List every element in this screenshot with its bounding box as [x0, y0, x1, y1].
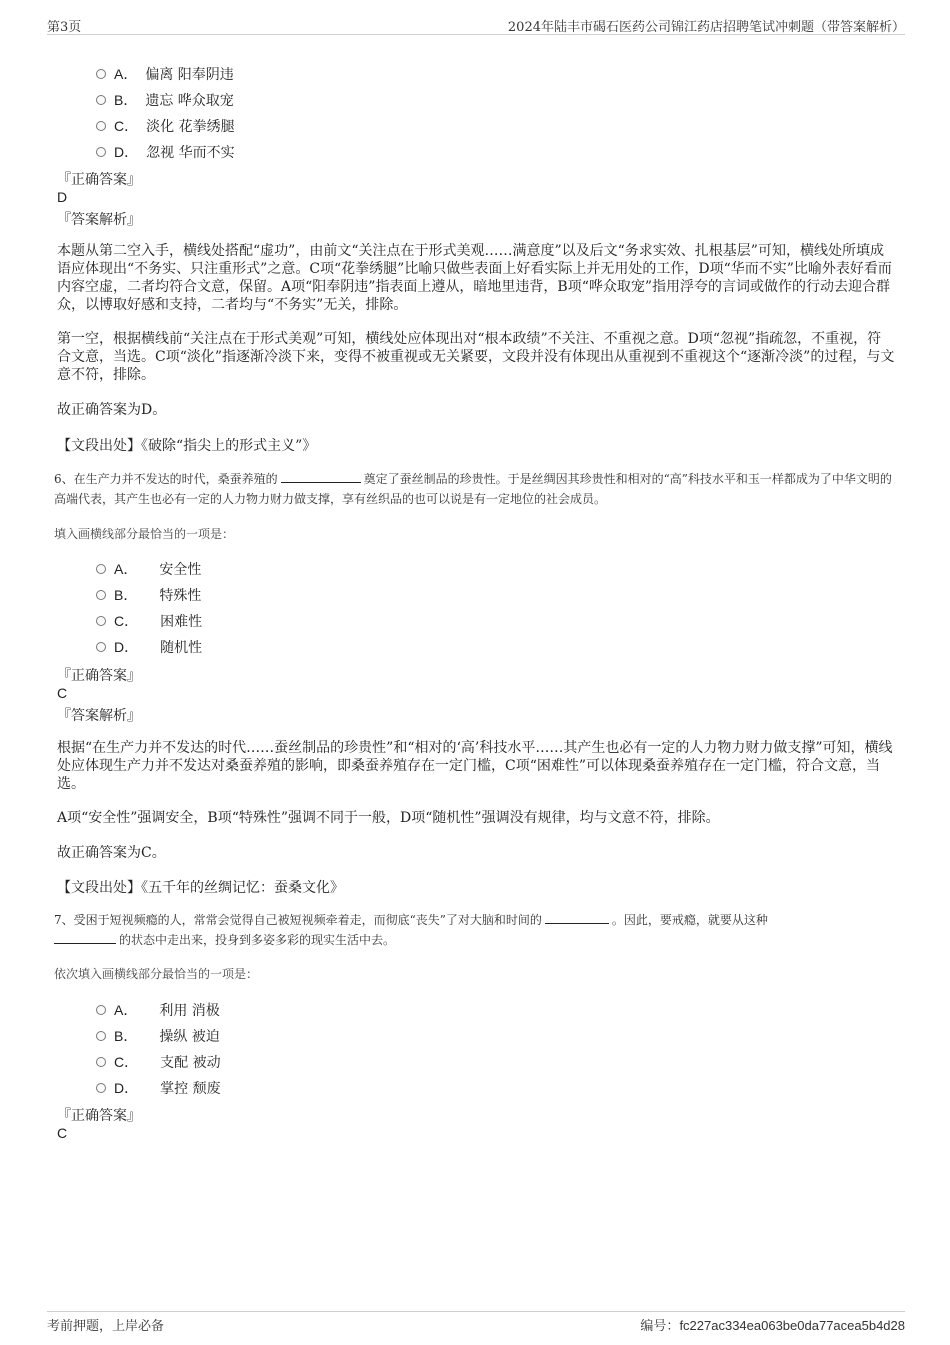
q6-option-c[interactable]: C． 困难性: [96, 611, 202, 631]
footer-slogan: 考前押题，上岸必备: [47, 1319, 165, 1334]
q7-option-c[interactable]: C． 支配 被动: [96, 1052, 221, 1072]
fill-blank: [545, 910, 609, 924]
q5-option-a[interactable]: A． 偏离 阳奉阴违: [96, 64, 234, 84]
q6-conclusion: 故正确答案为C。: [57, 845, 166, 861]
q7-answer-label: 『正确答案』: [57, 1108, 141, 1124]
radio-icon[interactable]: [96, 590, 106, 600]
page-header: [47, 14, 905, 35]
q6-option-a[interactable]: A． 安全性: [96, 559, 201, 579]
q6-analysis-label: 『答案解析』: [57, 708, 141, 724]
document-code: 编号：fc227ac334ea063be0da77acea5b4d28: [640, 1318, 905, 1334]
q6-analysis-paragraph-1: 根据“在生产力并不发达的时代……蚕丝制品的珍贵性”和“相对的‘高’科技水平……其产生也必有一定的人力物力财力做支撑”可知，横线处应体现生产力并不发达对桑蚕养殖的影响，即桑蚕养殖存在一定门槛，C项“困难性”可以体现桑蚕养殖存在一定门槛，符合文意，当选。: [57, 740, 893, 792]
q5-answer: D: [57, 189, 68, 205]
q6-option-b[interactable]: B． 特殊性: [96, 585, 201, 605]
q6-option-d[interactable]: D． 随机性: [96, 637, 202, 657]
q6-analysis-paragraph-2: A项“安全性”强调安全，B项“特殊性”强调不同于一般，D项“随机性”强调没有规律，均与文意不符，排除。: [57, 810, 720, 826]
radio-icon[interactable]: [96, 616, 106, 626]
radio-icon[interactable]: [96, 642, 106, 652]
radio-icon[interactable]: [96, 147, 106, 157]
q5-source: 【文段出处】《破除“指尖上的形式主义”》: [57, 438, 317, 454]
radio-icon[interactable]: [96, 564, 106, 574]
page-number: 第3页: [47, 20, 82, 35]
q5-option-d[interactable]: D． 忽视 华而不实: [96, 142, 235, 162]
q5-conclusion: 故正确答案为D。: [57, 402, 167, 418]
q5-answer-label: 『正确答案』: [57, 172, 141, 188]
fill-blank: [54, 930, 116, 944]
fill-blank: [281, 469, 361, 483]
q6-answer: C: [57, 685, 68, 701]
q6-source: 【文段出处】《五千年的丝绸记忆：蚕桑文化》: [57, 880, 344, 896]
radio-icon[interactable]: [96, 69, 106, 79]
q5-analysis-paragraph-2: 第一空，根据横线前“关注点在于形式美观”可知，横线处应体现出对“根本政绩”不关注、不重视之意。D项“忽视”指疏忽，不重视，符合文意，当选。C项“淡化”指逐渐冷淡下来，变得不被重视或无关紧要，文段并没有体现出从重视到不重视这个“逐渐冷淡”的过程，与文意不符，排除。: [57, 331, 895, 383]
radio-icon[interactable]: [96, 1031, 106, 1041]
q6-question: 6、在生产力并不发达的时代，桑蚕养殖的 奠定了蚕丝制品的珍贵性。于是丝绸因其珍贵性和相对的“高”科技水平和玉一样都成为了中华文明的高端代表，其产生也必有一定的人力物力财力做支撑，享有丝织品的也可以说是有一定地位的社会成员。: [54, 469, 900, 509]
radio-icon[interactable]: [96, 1005, 106, 1015]
radio-icon[interactable]: [96, 121, 106, 131]
q7-answer: C: [57, 1125, 68, 1141]
document-title: 2024年陆丰市碣石医药公司锦江药店招聘笔试冲刺题（带答案解析）: [507, 20, 905, 35]
q5-option-b[interactable]: B． 遗忘 哗众取宠: [96, 90, 234, 110]
q5-option-c[interactable]: C． 淡化 花拳绣腿: [96, 116, 235, 136]
q6-answer-label: 『正确答案』: [57, 668, 141, 684]
q7-question: 7、受困于短视频瘾的人，常常会觉得自己被短视频牵着走，而彻底“丧失”了对大脑和时间的 。因此，要戒瘾，就要从这种 的状态中走出来，投身到多姿多彩的现实生活中去。: [54, 910, 900, 950]
radio-icon[interactable]: [96, 1057, 106, 1067]
page-footer: [47, 1311, 905, 1338]
q5-analysis-label: 『答案解析』: [57, 212, 141, 228]
q5-analysis-paragraph-1: 本题从第二空入手，横线处搭配“虚功”，由前文“关注点在于形式美观……满意度”以及后文“务求实效、扎根基层”可知，横线处所填成语应体现出“不务实、只注重形式”之意。C项“花拳绣腿”比喻只做些表面上好看实际上并无用处的工作，D项“华而不实”比喻外表好看而内容空虚，二者均符合文意，保留。A项“阳奉阴违”指表面上遵从，暗地里违背，B项“哗众取宠”指用浮夸的言词或做作的行动去迎合群众，以博取好感和支持，二者均与“不务实”无关，排除。: [57, 243, 892, 313]
q7-option-d[interactable]: D． 掌控 颓废: [96, 1078, 221, 1098]
radio-icon[interactable]: [96, 95, 106, 105]
q7-option-b[interactable]: B． 操纵 被迫: [96, 1026, 220, 1046]
q7-option-a[interactable]: A． 利用 消极: [96, 1000, 220, 1020]
q7-instruction: 依次填入画横线部分最恰当的一项是：: [54, 967, 259, 981]
q6-instruction: 填入画横线部分最恰当的一项是：: [54, 527, 235, 541]
radio-icon[interactable]: [96, 1083, 106, 1093]
